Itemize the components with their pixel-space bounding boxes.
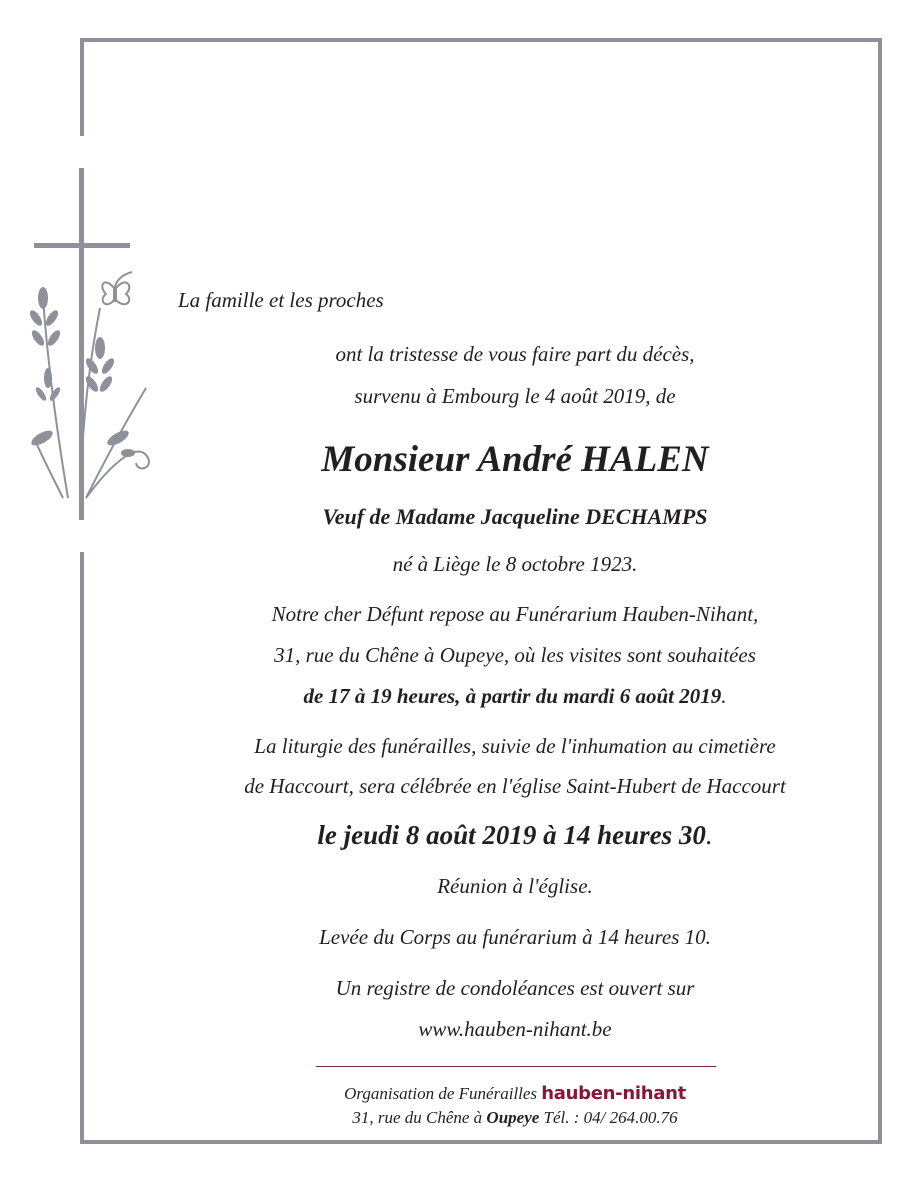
website-link[interactable]: www.hauben-nihant.be	[418, 1017, 612, 1041]
ceremony-line	[150, 820, 880, 851]
deceased-name: Monsieur André HALEN	[321, 439, 709, 480]
address-prefix: 31, rue du Chêne à	[352, 1108, 483, 1127]
announcement-line-1: ont la tristesse de vous faire part du décès,	[335, 342, 695, 366]
meeting-line: Réunion à l'église.	[437, 874, 593, 898]
wheat-icon	[28, 287, 149, 498]
phone-number: Tél. : 04/ 264.00.76	[543, 1108, 678, 1127]
cross-wheat-emblem	[28, 168, 158, 528]
repose-line-2: 31, rue du Chêne à Oupeye, où les visites sont souhaitées	[274, 643, 756, 667]
brand-logo: hauben-nihant	[541, 1083, 686, 1104]
visits-hours: de 17 à 19 heures, à partir du mardi 6 août 2019	[303, 684, 722, 708]
intro-line: La famille et les proches	[178, 288, 384, 312]
address-town: Oupeye	[486, 1108, 540, 1127]
frame-left-border-top	[80, 38, 84, 136]
footer-address-line	[150, 1108, 880, 1128]
org-prefix: Organisation de Funérailles	[344, 1084, 538, 1103]
spouse-line: Veuf de Madame Jacqueline DECHAMPS	[322, 504, 708, 529]
liturgy-line-2: de Haccourt, sera célébrée en l'église Saint-Hubert de Haccourt	[244, 774, 786, 798]
butterfly-icon	[102, 272, 132, 304]
footer-org-line	[150, 1083, 880, 1104]
birth-line: né à Liège le 8 octobre 1923.	[392, 552, 638, 576]
frame-left-border-bottom	[80, 552, 84, 1144]
visits-line	[150, 684, 880, 709]
register-line: Un registre de condoléances est ouvert sur	[335, 976, 695, 1000]
frame-bottom-border	[80, 1140, 882, 1144]
footer-divider	[316, 1066, 716, 1067]
repose-line-1: Notre cher Défunt repose au Funérarium Hauben-Nihant,	[271, 602, 759, 626]
ceremony-date: le jeudi 8 août 2019 à 14 heures 30	[317, 820, 706, 850]
liturgy-line-1: La liturgie des funérailles, suivie de l'inhumation au cimetière	[254, 734, 776, 758]
frame-top-border	[80, 38, 882, 42]
announcement-line-2: survenu à Embourg le 4 août 2019, de	[354, 384, 676, 408]
levee-line: Levée du Corps au funérarium à 14 heures 10.	[319, 925, 711, 949]
visits-end: .	[721, 684, 727, 708]
ceremony-end: .	[705, 820, 713, 850]
